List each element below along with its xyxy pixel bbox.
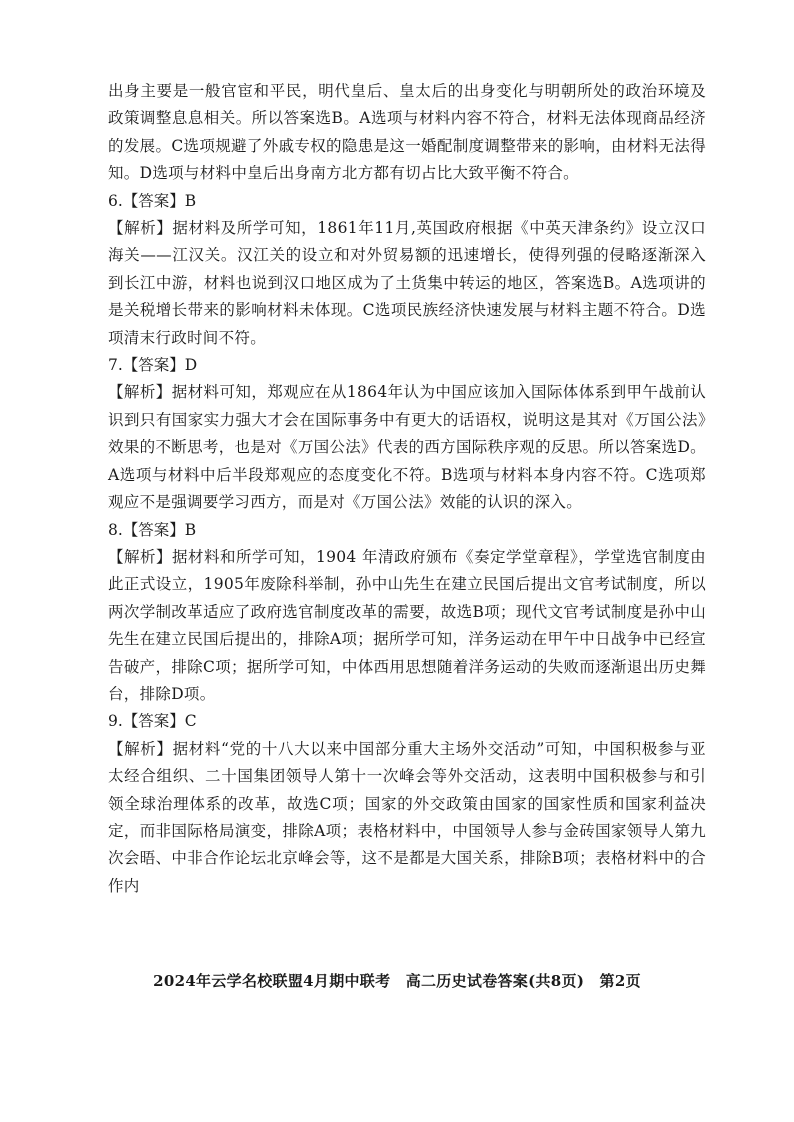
analysis-q9: 【解析】据材料“党的十八大以来中国部分重大主场外交活动”可知，中国积极参与亚太经合组织、二十国集团领导人第十一次峰会等外交活动，这表明中国积极参与和引领全球治理体系的改革，故选C项；国家的外交政策由国家的国家性质和国家利益决定，而非国际格局演变，排除A项；表格材料中，中国领导人参与金砖国家领导人第九次会晤、中非合作论坛北京峰会等，这不是都是大国关系，排除B项；表格材料中的合作内 xyxy=(108,739,706,895)
analysis-q8: 【解析】据材料和所学可知，1904 年清政府颁布《奏定学堂章程》，学堂选官制度由此正式设立，1905年废除科举制，孙中山先生在建立民国后提出文官考试制度，所以两次学制改革适应了政府选官制度改革的需要，故选B项；现代文官考试制度是孙中山先生在建立民国后提出的，排除A项；据所学可知，洋务运动在甲午中日战争中已经宣告破产，排除C项；据所学可知，中体西用思想随着洋务运动的失败而逐渐退出历史舞台，排除D项。 xyxy=(108,547,706,703)
answer-q6: 6.【答案】B xyxy=(108,191,197,210)
paragraph-q5-continuation: 出身主要是一般官宦和平民，明代皇后、皇太后的出身变化与明朝所处的政治环境及政策调整息息相关。所以答案选B。A选项与材料内容不符合，材料无法体现商品经济的发展。C选项规避了外戚专权的隐患是这一婚配制度调整带来的影响，由材料无法得知。D选项与材料中皇后出身南方北方都有切占比大致平衡不符合。 xyxy=(108,82,706,183)
answer-q7: 7.【答案】D xyxy=(108,356,198,375)
answer-q8: 8.【答案】B xyxy=(108,520,197,539)
analysis-q7: 【解析】据材料可知，郑观应在从1864年认为中国应该加入国际体体系到甲午战前认识到只有国家实力强大才会在国际事务中有更大的话语权，说明这是其对《万国公法》效果的不断思考，也是对《万国公法》代表的西方国际秩序观的反思。所以答案选D。A选项与材料中后半段郑观应的态度变化不符。B选项与材料本身内容不符。C选项郑观应不是强调要学习西方，而是对《万国公法》效能的认识的深入。 xyxy=(108,383,706,512)
answer-q9: 9.【答案】C xyxy=(108,712,197,731)
analysis-q6: 【解析】据材料及所学可知，1861年11月,英国政府根据《中英天津条约》设立汉口海关——江汉关。汉江关的设立和对外贸易额的迅速增长，使得列强的侵略逐渐深入到长江中游，材料也说到汉口地区成为了土货集中转运的地区，答案选B。A选项讲的是关税增长带来的影响材料未体现。C选项民族经济快速发展与材料主题不符合。D选项清末行政时间不符。 xyxy=(108,219,706,347)
page-footer: 2024年云学名校联盟4月期中联考 高二历史试卷答案(共8页) 第2页 xyxy=(153,972,641,990)
document-body xyxy=(108,78,706,900)
